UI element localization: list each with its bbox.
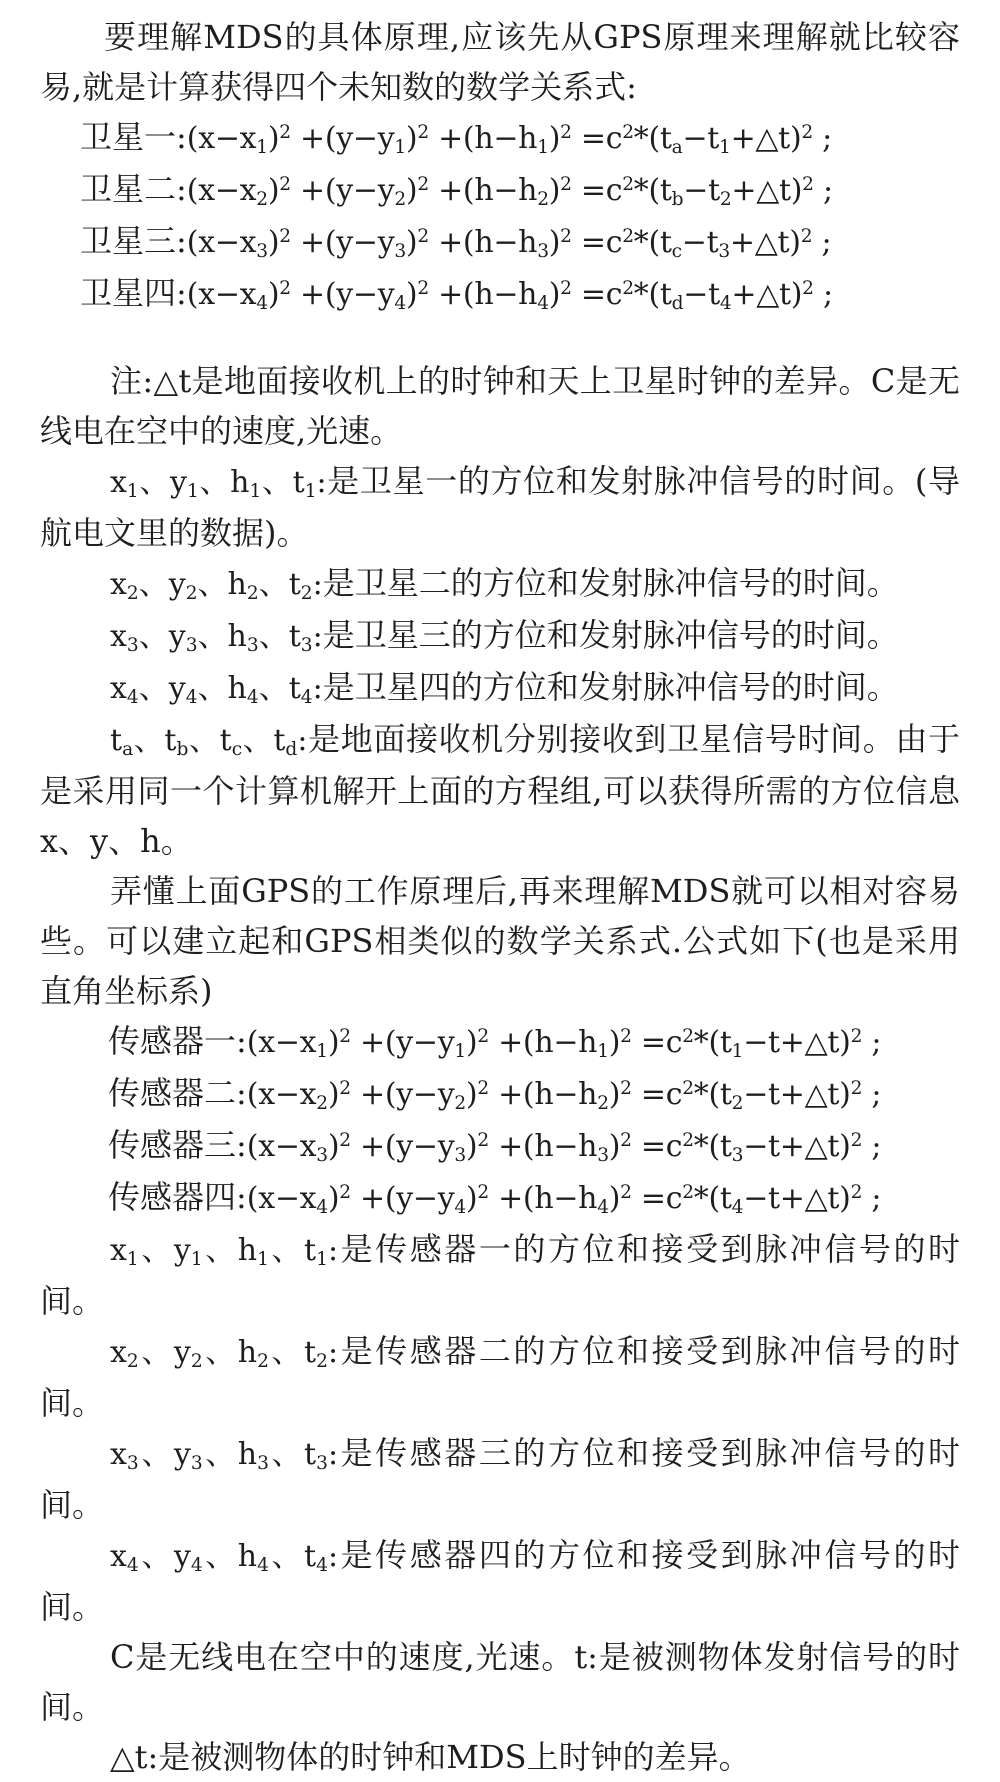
- equation-label: 传感器一:: [108, 1022, 247, 1060]
- sensor-equation: [40, 1120, 960, 1172]
- variable-list: $x_4$、$y_4$、$h_4$、$t_4$:: [110, 1539, 339, 1577]
- variable-list: $x_2$、$y_2$、$h_2$、$t_2$:: [110, 1335, 339, 1373]
- variable-list: $x_2$、$y_2$、$h_2$、$t_2$:: [110, 567, 323, 605]
- sensor-equation: [40, 1016, 960, 1068]
- satellite-var-description: $x_1$、$y_1$、$h_1$、$t_1$:是卫星一的方位和发射脉冲信号的时间。(导航电文里的数据)。: [40, 462, 961, 552]
- receive-time-description: $t_a$、$t_b$、$t_c$、$t_d$:是地面接收机分别接收到卫星信号时间。由于是采用同一个计算机解开上面的方程组,可以获得所需的方位信息x、y、h。: [40, 720, 960, 860]
- sensor-var-description: $x_1$、$y_1$、$h_1$、$t_1$:是传感器一的方位和接受到脉冲信号的时间。: [40, 1230, 961, 1320]
- satellite-var-description: $x_3$、$y_3$、$h_3$、$t_3$:是卫星三的方位和发射脉冲信号的时间。: [110, 616, 899, 657]
- equation-label: 卫星二:: [80, 170, 187, 208]
- variable-list: $x_1$、$y_1$、$h_1$、$t_1$:: [110, 465, 327, 503]
- sensor-equation: [40, 1172, 960, 1224]
- sensor-var-description: $x_4$、$y_4$、$h_4$、$t_4$:是传感器四的方位和接受到脉冲信号的时间。: [40, 1536, 961, 1626]
- equation-formula: $(x-x_3)^2 +(y-y_3)^2 +(h-h_3)^2$ $=c^2*(t_3-t+\triangle t)^2$ ;: [246, 1129, 882, 1167]
- satellite-equations: [40, 112, 960, 320]
- variable-list: $x_3$、$y_3$、$h_3$、$t_3$:: [110, 1437, 339, 1475]
- satellite-equation: [40, 164, 960, 216]
- variable-list: $t_a$、$t_b$、$t_c$、$t_d$:: [110, 723, 308, 761]
- satellite-var-description: $x_2$、$y_2$、$h_2$、$t_2$:是卫星二的方位和发射脉冲信号的时间。: [110, 564, 899, 605]
- equation-label: 卫星三:: [80, 222, 187, 260]
- equation-formula: $(x-x_3)^2 +(y-y_3)^2 +(h-h_3)^2$ $=c^2*(t_c-t_3+\triangle t)^2$ ;: [186, 225, 832, 263]
- equation-label: 传感器二:: [108, 1074, 247, 1112]
- equation-label: 卫星四:: [80, 274, 187, 312]
- satellite-var-description: $x_4$、$y_4$、$h_4$、$t_4$:是卫星四的方位和发射脉冲信号的时间。: [110, 668, 899, 709]
- mds-intro-paragraph: 弄懂上面GPS的工作原理后,再来理解MDS就可以相对容易些。可以建立起和GPS相类似的数学关系式.公式如下(也是采用直角坐标系): [40, 872, 960, 1010]
- note-paragraph: 注:△t是地面接收机上的时钟和天上卫星时钟的差异。C是无线电在空中的速度,光速。: [40, 362, 960, 450]
- variable-list: $x_1$、$y_1$、$h_1$、$t_1$:: [110, 1233, 339, 1271]
- equation-formula: $(x-x_1)^2 +(y-y_1)^2 +(h-h_1)^2$ $=c^2*(t_a-t_1+\triangle t)^2$ ;: [186, 121, 832, 159]
- speed-note-paragraph: C是无线电在空中的速度,光速。t:是被测物体发射信号的时间。: [40, 1638, 960, 1726]
- sensor-var-description: $x_3$、$y_3$、$h_3$、$t_3$:是传感器三的方位和接受到脉冲信号的时间。: [40, 1434, 961, 1524]
- sensor-var-description: $x_2$、$y_2$、$h_2$、$t_2$:是传感器二的方位和接受到脉冲信号的时间。: [40, 1332, 961, 1422]
- equation-label: 卫星一:: [80, 118, 187, 156]
- satellite-equation: [40, 112, 960, 164]
- variable-list: $x_3$、$y_3$、$h_3$、$t_3$:: [110, 619, 323, 657]
- sensor-equations: [40, 1016, 960, 1224]
- equation-label: 传感器三:: [108, 1126, 247, 1164]
- satellite-equation: [40, 216, 960, 268]
- equation-formula: $(x-x_2)^2 +(y-y_2)^2 +(h-h_2)^2$ $=c^2*(t_b-t_2+\triangle t)^2$ ;: [186, 173, 833, 211]
- intro-paragraph: 要理解MDS的具体原理,应该先从GPS原理来理解就比较容易,就是计算获得四个未知数的数学关系式:: [40, 18, 960, 106]
- equation-formula: $(x-x_2)^2 +(y-y_2)^2 +(h-h_2)^2$ $=c^2*(t_2-t+\triangle t)^2$ ;: [246, 1077, 882, 1115]
- equation-formula: $(x-x_4)^2 +(y-y_4)^2 +(h-h_4)^2$ $=c^2*(t_4-t+\triangle t)^2$ ;: [246, 1181, 882, 1219]
- variable-list: $x_4$、$y_4$、$h_4$、$t_4$:: [110, 671, 323, 709]
- equation-formula: $(x-x_4)^2 +(y-y_4)^2 +(h-h_4)^2$ $=c^2*(t_d-t_4+\triangle t)^2$ ;: [186, 277, 833, 315]
- clock-diff-note: △t:是被测物体的时钟和MDS上时钟的差异。: [110, 1738, 751, 1776]
- satellite-equation: [40, 268, 960, 320]
- spacer: [40, 320, 960, 356]
- equation-formula: $(x-x_1)^2 +(y-y_1)^2 +(h-h_1)^2$ $=c^2*(t_1-t+\triangle t)^2$ ;: [246, 1025, 882, 1063]
- equation-label: 传感器四:: [108, 1178, 247, 1216]
- sensor-equation: [40, 1068, 960, 1120]
